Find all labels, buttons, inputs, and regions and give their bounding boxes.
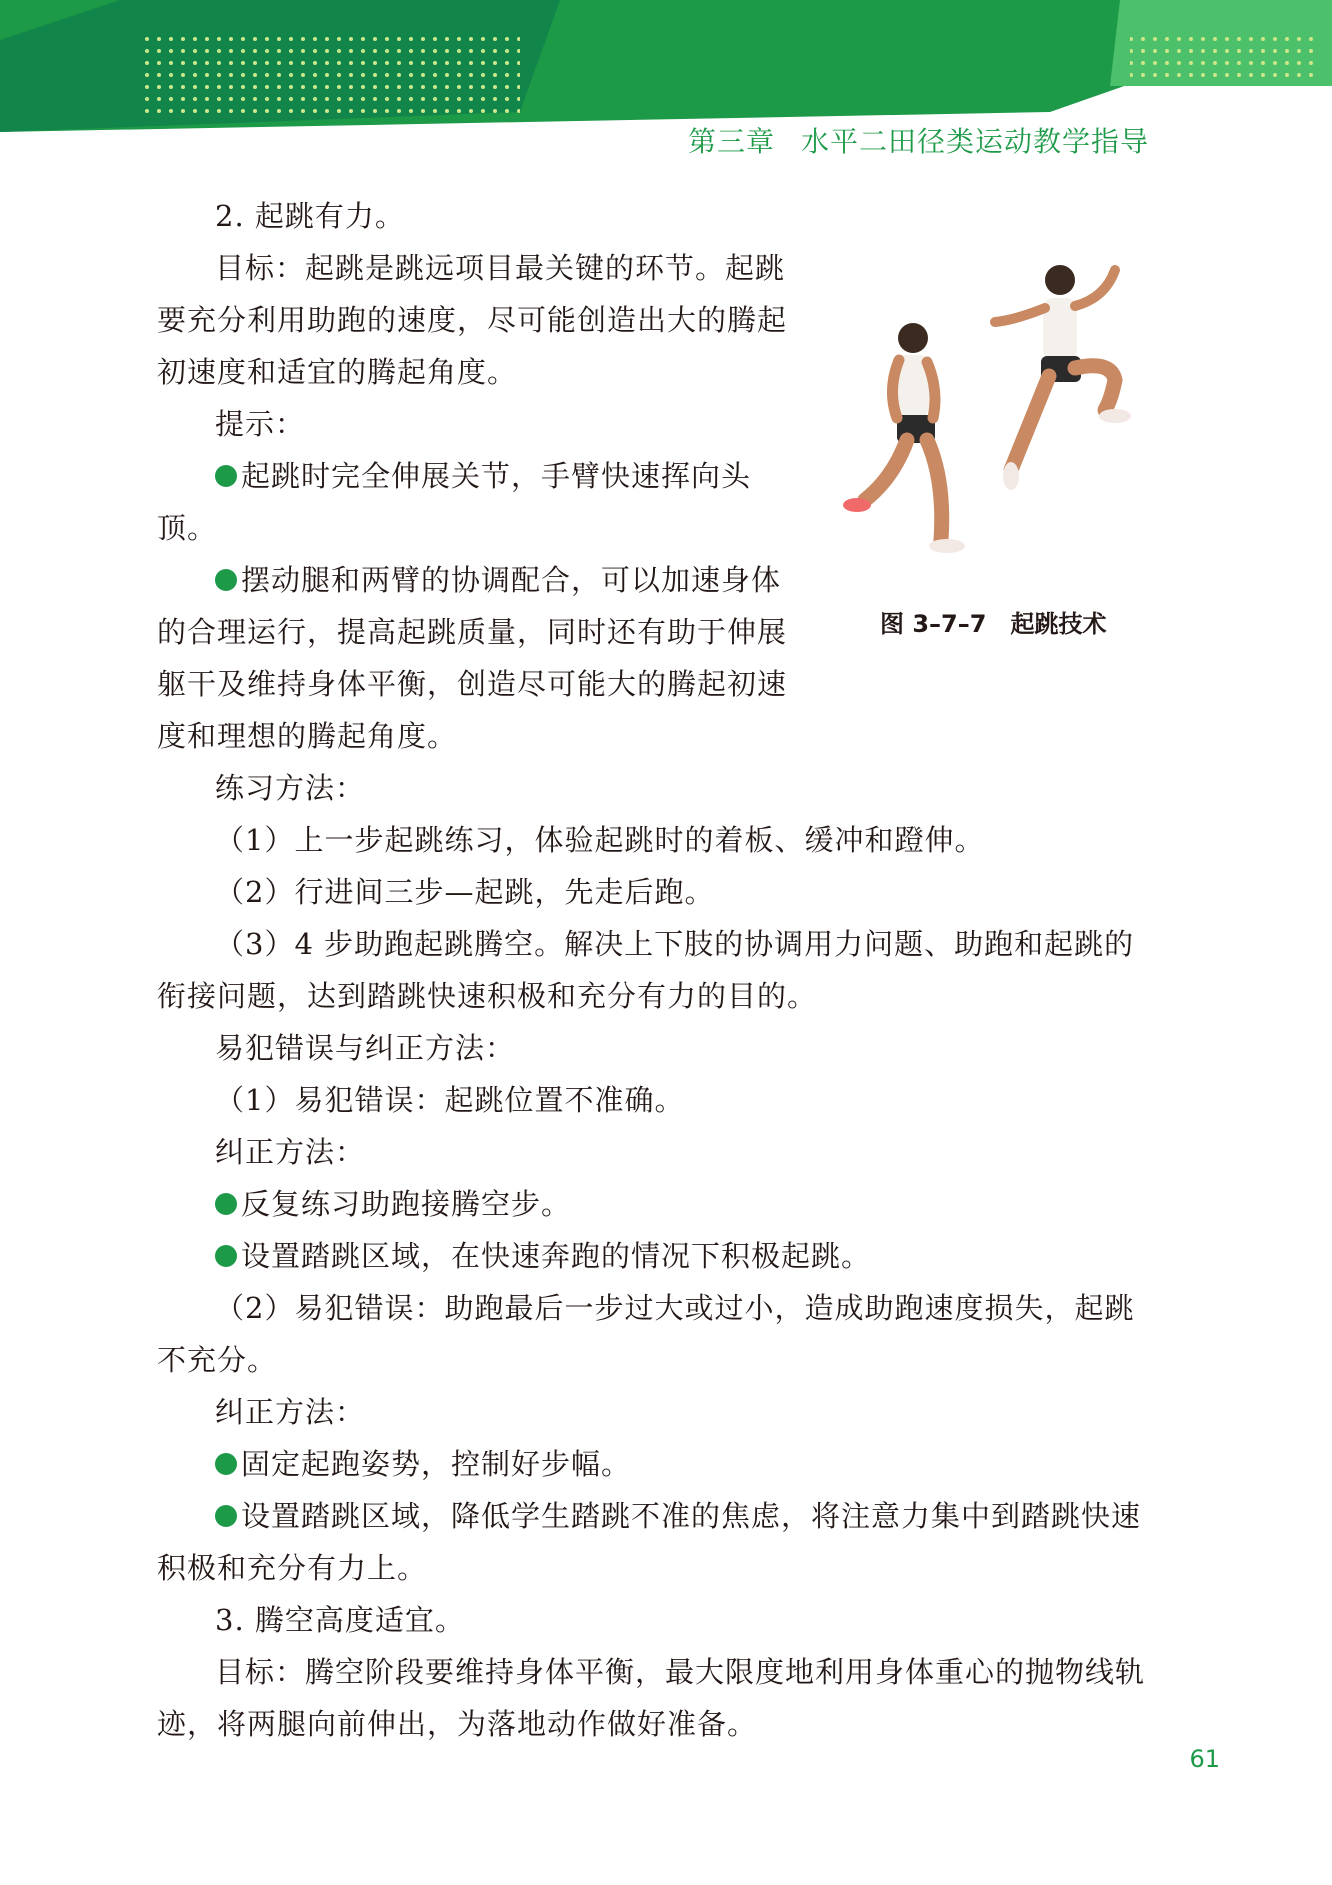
bullet-dot-icon bbox=[215, 1453, 237, 1475]
bullet-dot-icon bbox=[215, 569, 237, 591]
figure-caption-text: 起跳技术 bbox=[1010, 610, 1107, 638]
figure-number: 图 3–7–7 bbox=[880, 610, 987, 638]
bullet-item: 固定起跑姿势，控制好步幅。 bbox=[157, 1438, 1149, 1490]
correction-label-1: 纠正方法： bbox=[215, 1135, 366, 1169]
bullet-dot-icon bbox=[215, 465, 237, 487]
error-item-2: （2）易犯错误：助跑最后一步过大或过小，造成助跑速度损失，起跳不充分。 bbox=[157, 1291, 1135, 1377]
practice-item-3: （3）4 步助跑起跳腾空。解决上下肢的协调用力问题、助跑和起跳的衔接问题，达到踏跳快速积极和充分有力的目的。 bbox=[157, 927, 1135, 1013]
paragraph-errors-label: 易犯错误与纠正方法： bbox=[215, 1031, 516, 1065]
practice-item-2: （2）行进间三步—起跳，先走后跑。 bbox=[215, 875, 715, 909]
correction-label-2: 纠正方法： bbox=[215, 1395, 366, 1429]
bullet-dot-icon bbox=[215, 1245, 237, 1267]
bullet-item: 设置踏跳区域，在快速奔跑的情况下积极起跳。 bbox=[157, 1230, 1149, 1282]
section-heading-flight: 3. 腾空高度适宜。 bbox=[215, 1603, 465, 1637]
paragraph-practice-label: 练习方法： bbox=[215, 771, 366, 805]
bullet-item: 设置踏跳区域，降低学生踏跳不准的焦虑，将注意力集中到踏跳快速积极和充分有力上。 bbox=[157, 1499, 1142, 1585]
header-banner bbox=[0, 0, 1332, 135]
bullet-item: 起跳时完全伸展关节，手臂快速挥向头顶。 bbox=[157, 459, 752, 545]
chapter-number: 第三章 bbox=[687, 125, 775, 158]
error-item-1: （1）易犯错误：起跳位置不准确。 bbox=[215, 1083, 685, 1117]
bullet-dot-icon bbox=[215, 1193, 237, 1215]
paragraph-tips-label: 提示： bbox=[215, 407, 306, 441]
chapter-title: 水平二田径类运动教学指导 bbox=[800, 125, 1149, 158]
body-text bbox=[157, 190, 1149, 1750]
paragraph-goal: 目标：起跳是跳远项目最关键的环节。起跳要充分利用助跑的速度，尽可能创造出大的腾起初速度和适宜的腾起角度。 bbox=[157, 251, 788, 389]
chapter-header bbox=[688, 120, 1149, 160]
bullet-item: 摆动腿和两臂的协调配合，可以加速身体的合理运行，提高起跳质量，同时还有助于伸展躯干及维持身体平衡，创造尽可能大的腾起初速度和理想的腾起角度。 bbox=[157, 563, 788, 753]
section-heading-takeoff: 2. 起跳有力。 bbox=[215, 199, 405, 233]
bullet-item: 反复练习助跑接腾空步。 bbox=[157, 1178, 1149, 1230]
paragraph-flight-goal: 目标：腾空阶段要维持身体平衡，最大限度地利用身体重心的抛物线轨迹，将两腿向前伸出，为落地动作做好准备。 bbox=[157, 1655, 1146, 1741]
bullet-dot-icon bbox=[215, 1505, 237, 1527]
page-number: 61 bbox=[1189, 1745, 1220, 1773]
practice-item-1: （1）上一步起跳练习，体验起跳时的着板、缓冲和蹬伸。 bbox=[215, 823, 985, 857]
